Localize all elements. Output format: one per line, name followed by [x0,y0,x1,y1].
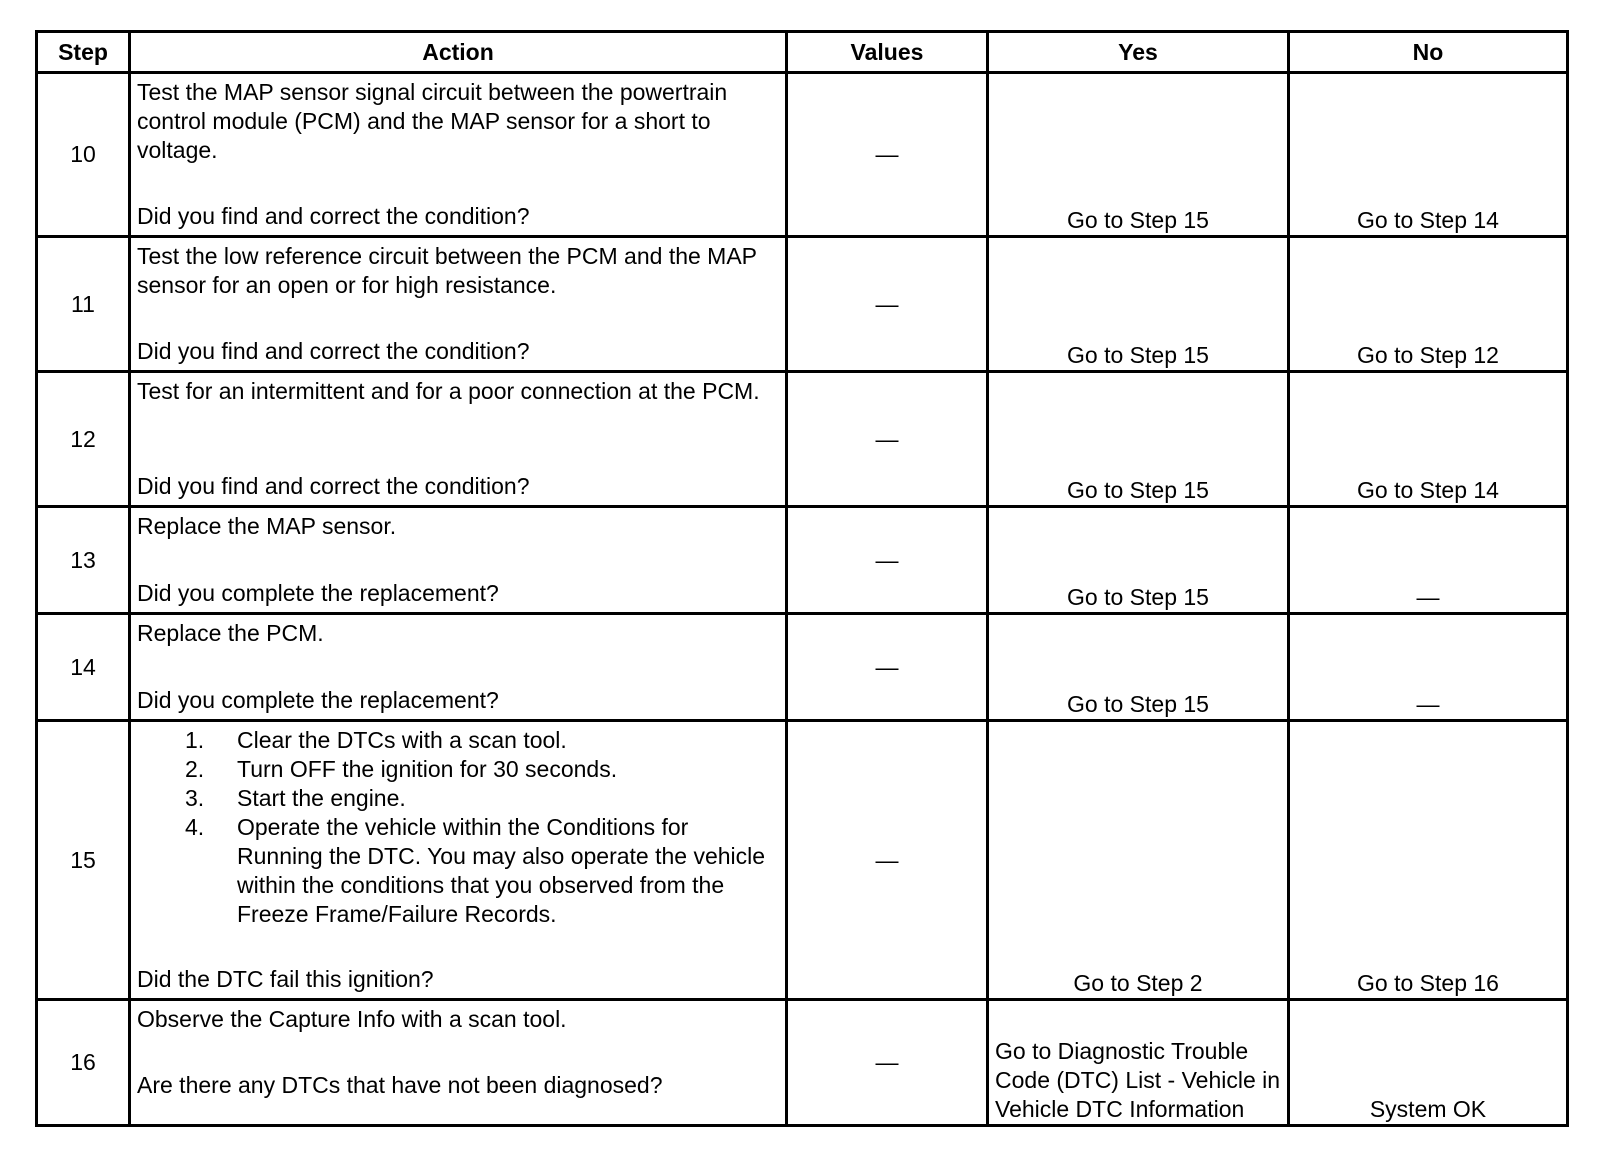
list-item-text: Clear the DTCs with a scan tool. [237,727,567,753]
action-text: Test for an intermittent and for a poor connection at the PCM. [137,378,760,404]
table-row-step-10 [37,73,1568,237]
action-text: Test the MAP sensor signal circuit between the powertrain control module (PCM) and the MAP sensor for a short to voltage. [137,79,728,163]
header-action: Action [130,32,787,73]
yes-cell: Go to Step 15 [988,507,1289,614]
step-number: 12 [37,372,130,507]
header-step: Step [37,32,130,73]
table-row-step-11 [37,237,1568,372]
yes-cell: Go to Step 2 [988,721,1289,1000]
yes-cell: Go to Step 15 [988,372,1289,507]
values-cell: — [787,237,988,372]
no-cell: Go to Step 14 [1289,73,1568,237]
action-cell [130,1000,787,1126]
action-question: Are there any DTCs that have not been diagnosed? [137,1072,663,1098]
action-cell [130,237,787,372]
step-number: 14 [37,614,130,721]
header-yes: Yes [988,32,1289,73]
action-question: Did you find and correct the condition? [137,203,530,229]
table-row-step-13 [37,507,1568,614]
values-cell: — [787,372,988,507]
action-text: Replace the MAP sensor. [137,513,397,539]
yes-cell: Go to Step 15 [988,237,1289,372]
yes-cell: Go to Step 15 [988,73,1289,237]
yes-cell: Go to Step 15 [988,614,1289,721]
action-question: Did you complete the replacement? [137,687,499,713]
list-item [137,813,779,929]
table-row-step-14 [37,614,1568,721]
list-item-number: 3. [185,785,205,811]
values-cell: — [787,1000,988,1126]
diagnostic-table [35,30,1569,1127]
values-cell: — [787,73,988,237]
yes-cell: Go to Diagnostic Trouble Code (DTC) List - Vehicle in Vehicle DTC Information [988,1000,1289,1126]
action-question: Did the DTC fail this ignition? [137,966,434,992]
no-cell: — [1289,507,1568,614]
list-item-text: Operate the vehicle within the Conditions for Running the DTC. You may also operate the vehicle within the conditions that you observed from the Freeze Frame/Failure Records. [237,814,766,927]
action-cell [130,73,787,237]
list-item [137,784,779,813]
step-number: 10 [37,73,130,237]
action-cell [130,372,787,507]
action-question: Did you complete the replacement? [137,580,499,606]
action-text [131,722,785,929]
header-row [37,32,1568,73]
header-values: Values [787,32,988,73]
list-item [137,726,779,755]
step-number: 15 [37,721,130,1000]
action-text: Observe the Capture Info with a scan tool. [137,1006,567,1032]
list-item [137,755,779,784]
step-number: 16 [37,1000,130,1126]
step-number: 13 [37,507,130,614]
list-item-text: Turn OFF the ignition for 30 seconds. [237,756,618,782]
action-cell [130,614,787,721]
no-cell: Go to Step 16 [1289,721,1568,1000]
table-row-step-12 [37,372,1568,507]
no-cell: Go to Step 12 [1289,237,1568,372]
step-number: 11 [37,237,130,372]
list-item-number: 1. [185,727,205,753]
values-cell: — [787,614,988,721]
action-question: Did you find and correct the condition? [137,338,530,364]
no-cell: System OK [1289,1000,1568,1126]
table-row-step-16 [37,1000,1568,1126]
action-cell [130,721,787,1000]
table-row-step-15 [37,721,1568,1000]
substep-list [137,726,779,929]
action-question: Did you find and correct the condition? [137,473,530,499]
action-cell [130,507,787,614]
list-item-number: 4. [185,814,205,840]
no-cell: Go to Step 14 [1289,372,1568,507]
no-cell: — [1289,614,1568,721]
list-item-text: Start the engine. [237,785,406,811]
list-item-number: 2. [185,756,205,782]
values-cell: — [787,721,988,1000]
header-no: No [1289,32,1568,73]
values-cell: — [787,507,988,614]
action-text: Replace the PCM. [137,620,324,646]
action-text: Test the low reference circuit between the PCM and the MAP sensor for an open or for high resistance. [137,243,757,298]
